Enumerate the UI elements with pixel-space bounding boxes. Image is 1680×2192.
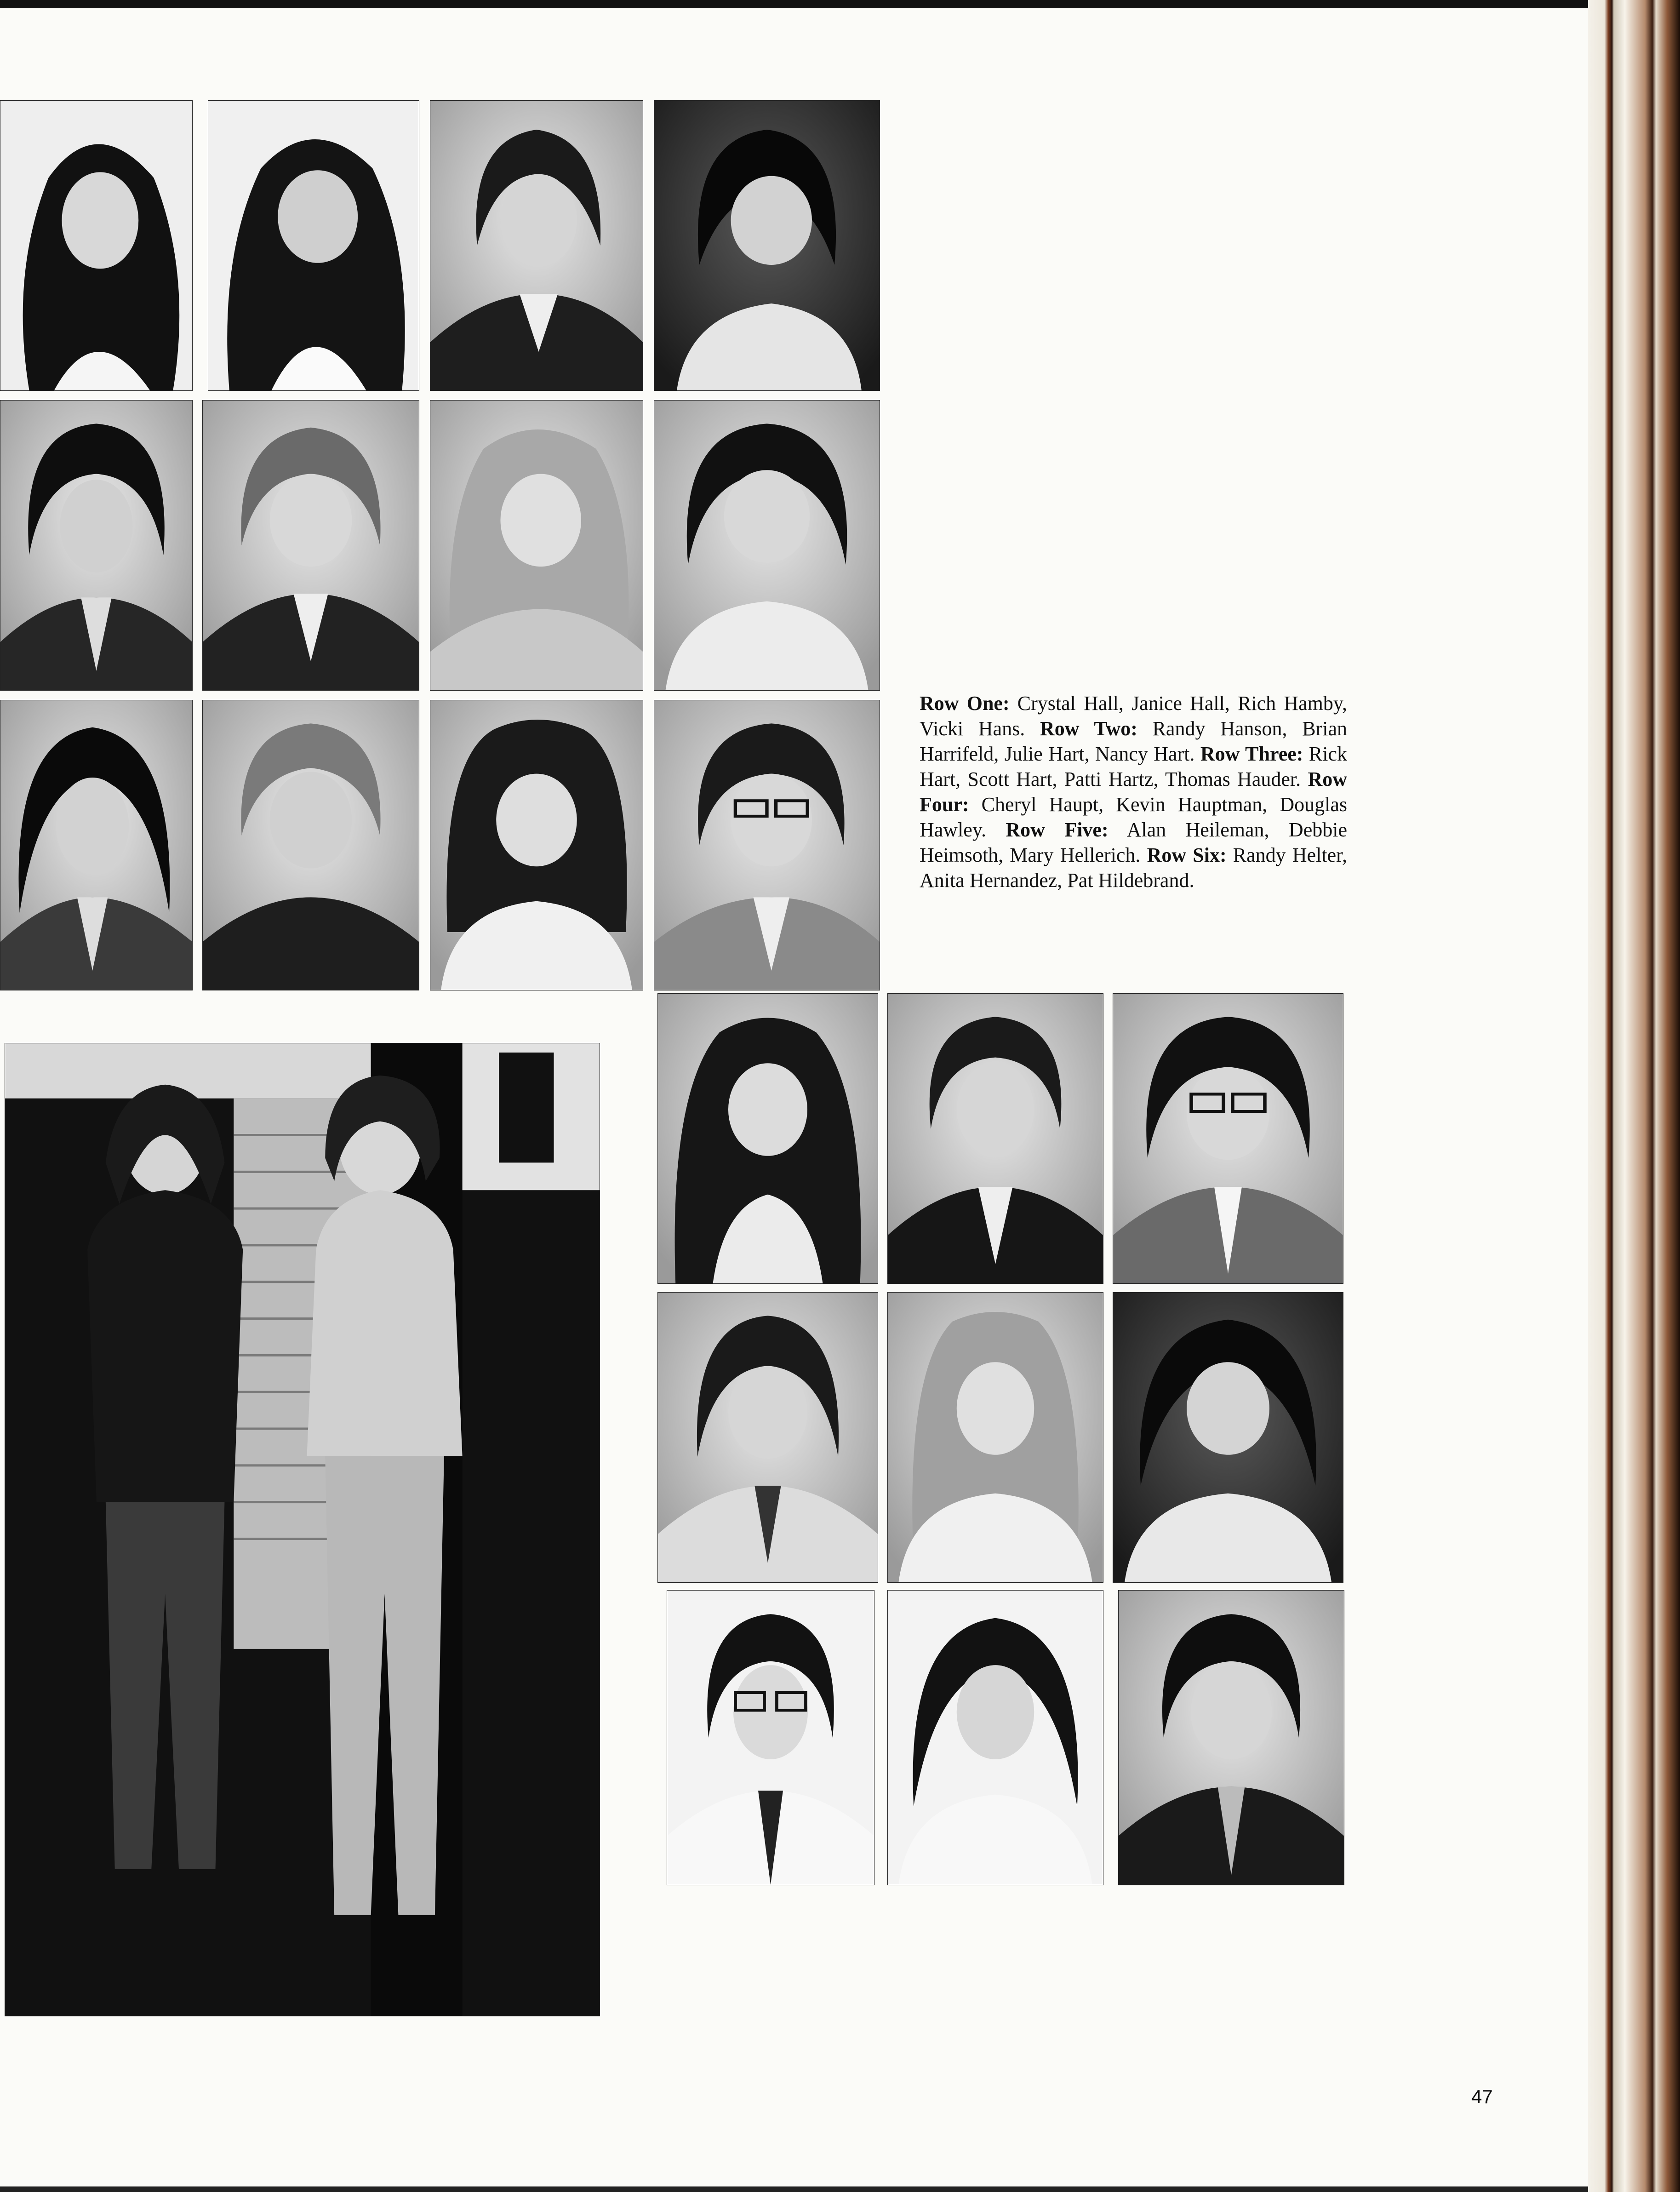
- portrait-row1-3: [430, 100, 643, 391]
- caption-row-names: Crystal Hall, Janice Hall, Rich Hamby, Vicki Hans.: [920, 692, 1347, 740]
- candid-photo-two-students: [5, 1043, 600, 2016]
- portrait-row2-2: [202, 400, 419, 691]
- book-binding-edge: [1588, 0, 1680, 2192]
- portrait-row5-3: [1113, 1292, 1343, 1583]
- portrait-row2-1: [0, 400, 193, 691]
- caption-row-names: Alan Heileman, Debbie Heimsoth, Mary Hellerich.: [920, 818, 1347, 866]
- caption-row-names: Randy Hanson, Brian Harrifeld, Julie Hart, Nancy Hart.: [920, 717, 1347, 765]
- caption-row-names: Rick Hart, Scott Hart, Patti Hartz, Thomas Hauder.: [920, 743, 1347, 790]
- portrait-row3-1: [0, 700, 193, 990]
- portrait-row3-4: [654, 700, 880, 990]
- portrait-row1-1: [0, 100, 193, 391]
- portrait-row1-2: [208, 100, 419, 391]
- portrait-row1-4: [654, 100, 880, 391]
- caption-row-names: Cheryl Haupt, Kevin Hauptman, Douglas Hawley.: [920, 793, 1347, 841]
- caption-row-label: Row Five:: [1006, 818, 1109, 841]
- caption-row-label: Row One:: [920, 692, 1010, 715]
- portrait-row2-3: [430, 400, 643, 691]
- caption-row-label: Row Six:: [1147, 844, 1227, 866]
- portrait-row4-2: [887, 993, 1103, 1284]
- portrait-row4-1: [657, 993, 878, 1284]
- portrait-row6-2: [887, 1590, 1103, 1885]
- portrait-row2-4: [654, 400, 880, 691]
- portrait-row6-1: [667, 1590, 874, 1885]
- portrait-row6-3: [1118, 1590, 1344, 1885]
- caption-row-label: Row Three:: [1200, 743, 1303, 765]
- portrait-row5-1: [657, 1292, 878, 1583]
- page-bottom-edge: [0, 2186, 1588, 2192]
- caption-row-label: Row Four:: [920, 768, 1347, 816]
- page-number: 47: [1471, 2086, 1493, 2107]
- class-roster-caption: [920, 691, 1347, 893]
- caption-row-names: Randy Helter, Anita Hernandez, Pat Hildebrand.: [920, 844, 1347, 892]
- caption-row-label: Row Two:: [1040, 717, 1137, 740]
- portrait-row3-2: [202, 700, 419, 990]
- portrait-row4-3: [1113, 993, 1343, 1284]
- portrait-row3-3: [430, 700, 643, 990]
- portrait-row5-2: [887, 1292, 1103, 1583]
- page-top-edge: [0, 0, 1588, 8]
